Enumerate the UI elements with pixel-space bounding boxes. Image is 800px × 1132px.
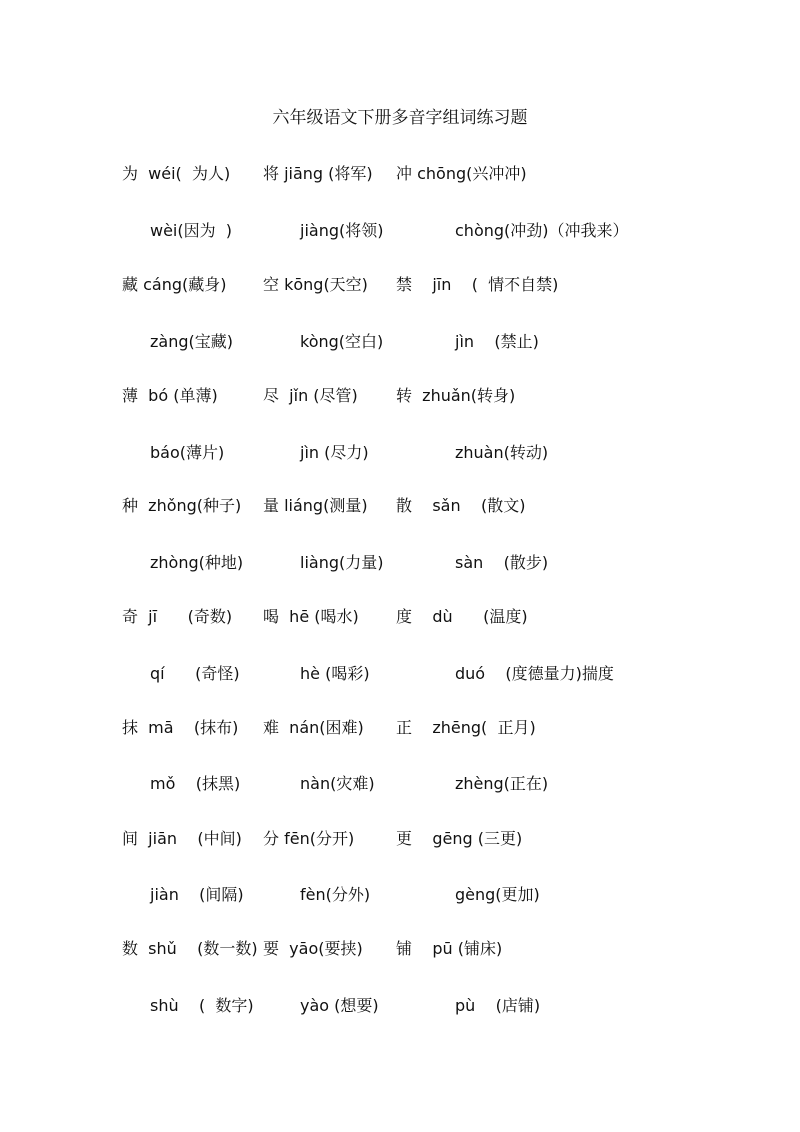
polyphone-entry: zhèng(正在) — [455, 774, 549, 793]
polyphone-entry: 喝 hē (喝水) — [263, 607, 359, 626]
document-title: 六年级语文下册多音字组词练习题 — [272, 108, 528, 128]
polyphone-entry: 禁 jīn ( 情不自禁) — [396, 275, 559, 294]
polyphone-entry: fèn(分外) — [300, 885, 371, 904]
polyphone-entry: 要 yāo(要挟) — [263, 939, 363, 958]
polyphone-entry: shù ( 数字) — [150, 996, 254, 1015]
polyphone-entry: duó (度德量力)揣度 — [455, 664, 614, 683]
polyphone-row — [0, 662, 800, 686]
polyphone-entry: 尽 jǐn (尽管) — [263, 386, 358, 405]
polyphone-row — [0, 273, 800, 297]
polyphone-entry: zàng(宝藏) — [150, 332, 233, 351]
polyphone-row — [0, 384, 800, 408]
polyphone-row — [0, 772, 800, 796]
polyphone-entry: 难 nán(困难) — [263, 718, 364, 737]
polyphone-entry: yào (想要) — [300, 996, 379, 1015]
polyphone-entry: 分 fēn(分开) — [263, 829, 355, 848]
polyphone-entry: 铺 pū (铺床) — [396, 939, 503, 958]
polyphone-entry: 量 liáng(测量) — [263, 496, 368, 515]
polyphone-row — [0, 162, 800, 186]
polyphone-entry: wèi(因为 ) — [150, 221, 233, 240]
polyphone-row — [0, 827, 800, 851]
polyphone-row — [0, 551, 800, 575]
polyphone-entry: liàng(力量) — [300, 553, 384, 572]
polyphone-entry: 抹 mā (抹布) — [122, 718, 239, 737]
polyphone-row — [0, 937, 800, 961]
polyphone-entry: 散 sǎn (散文) — [396, 496, 526, 515]
polyphone-entry: jìn (尽力) — [300, 443, 369, 462]
polyphone-row — [0, 716, 800, 740]
polyphone-entry: 更 gēng (三更) — [396, 829, 523, 848]
polyphone-row — [0, 441, 800, 465]
polyphone-entry: 数 shǔ (数一数) — [122, 939, 258, 958]
polyphone-entry: 奇 jī (奇数) — [122, 607, 233, 626]
polyphone-entry: mǒ (抹黑) — [150, 774, 241, 793]
polyphone-row — [0, 605, 800, 629]
polyphone-entry: zhòng(种地) — [150, 553, 244, 572]
polyphone-entry: 间 jiān (中间) — [122, 829, 242, 848]
polyphone-entry: pù (店铺) — [455, 996, 541, 1015]
polyphone-entry: zhuàn(转动) — [455, 443, 549, 462]
polyphone-row — [0, 994, 800, 1018]
polyphone-entry: jìn (禁止) — [455, 332, 539, 351]
polyphone-entry: chòng(冲劲)（冲我来） — [455, 221, 629, 240]
polyphone-entry: gèng(更加) — [455, 885, 540, 904]
polyphone-entry: nàn(灾难) — [300, 774, 375, 793]
polyphone-entry: hè (喝彩) — [300, 664, 370, 683]
polyphone-row — [0, 883, 800, 907]
polyphone-entry: jiàng(将领) — [300, 221, 384, 240]
polyphone-entry: 度 dù (温度) — [396, 607, 528, 626]
polyphone-entry: 薄 bó (单薄) — [122, 386, 218, 405]
polyphone-entry: sàn (散步) — [455, 553, 549, 572]
polyphone-entry: 冲 chōng(兴冲冲) — [396, 164, 527, 183]
polyphone-row — [0, 330, 800, 354]
polyphone-entry: 为 wéi( 为人) — [122, 164, 231, 183]
polyphone-entry: 藏 cáng(藏身) — [122, 275, 227, 294]
polyphone-entry: 将 jiāng (将军) — [263, 164, 373, 183]
polyphone-entry: jiàn (间隔) — [150, 885, 244, 904]
polyphone-entry: 空 kōng(天空) — [263, 275, 368, 294]
polyphone-row — [0, 219, 800, 243]
polyphone-entry: 正 zhēng( 正月) — [396, 718, 536, 737]
polyphone-entry: 转 zhuǎn(转身) — [396, 386, 516, 405]
polyphone-row — [0, 494, 800, 518]
polyphone-entry: báo(薄片) — [150, 443, 225, 462]
polyphone-entry: kòng(空白) — [300, 332, 384, 351]
polyphone-entry: 种 zhǒng(种子) — [122, 496, 242, 515]
polyphone-entry: qí (奇怪) — [150, 664, 240, 683]
